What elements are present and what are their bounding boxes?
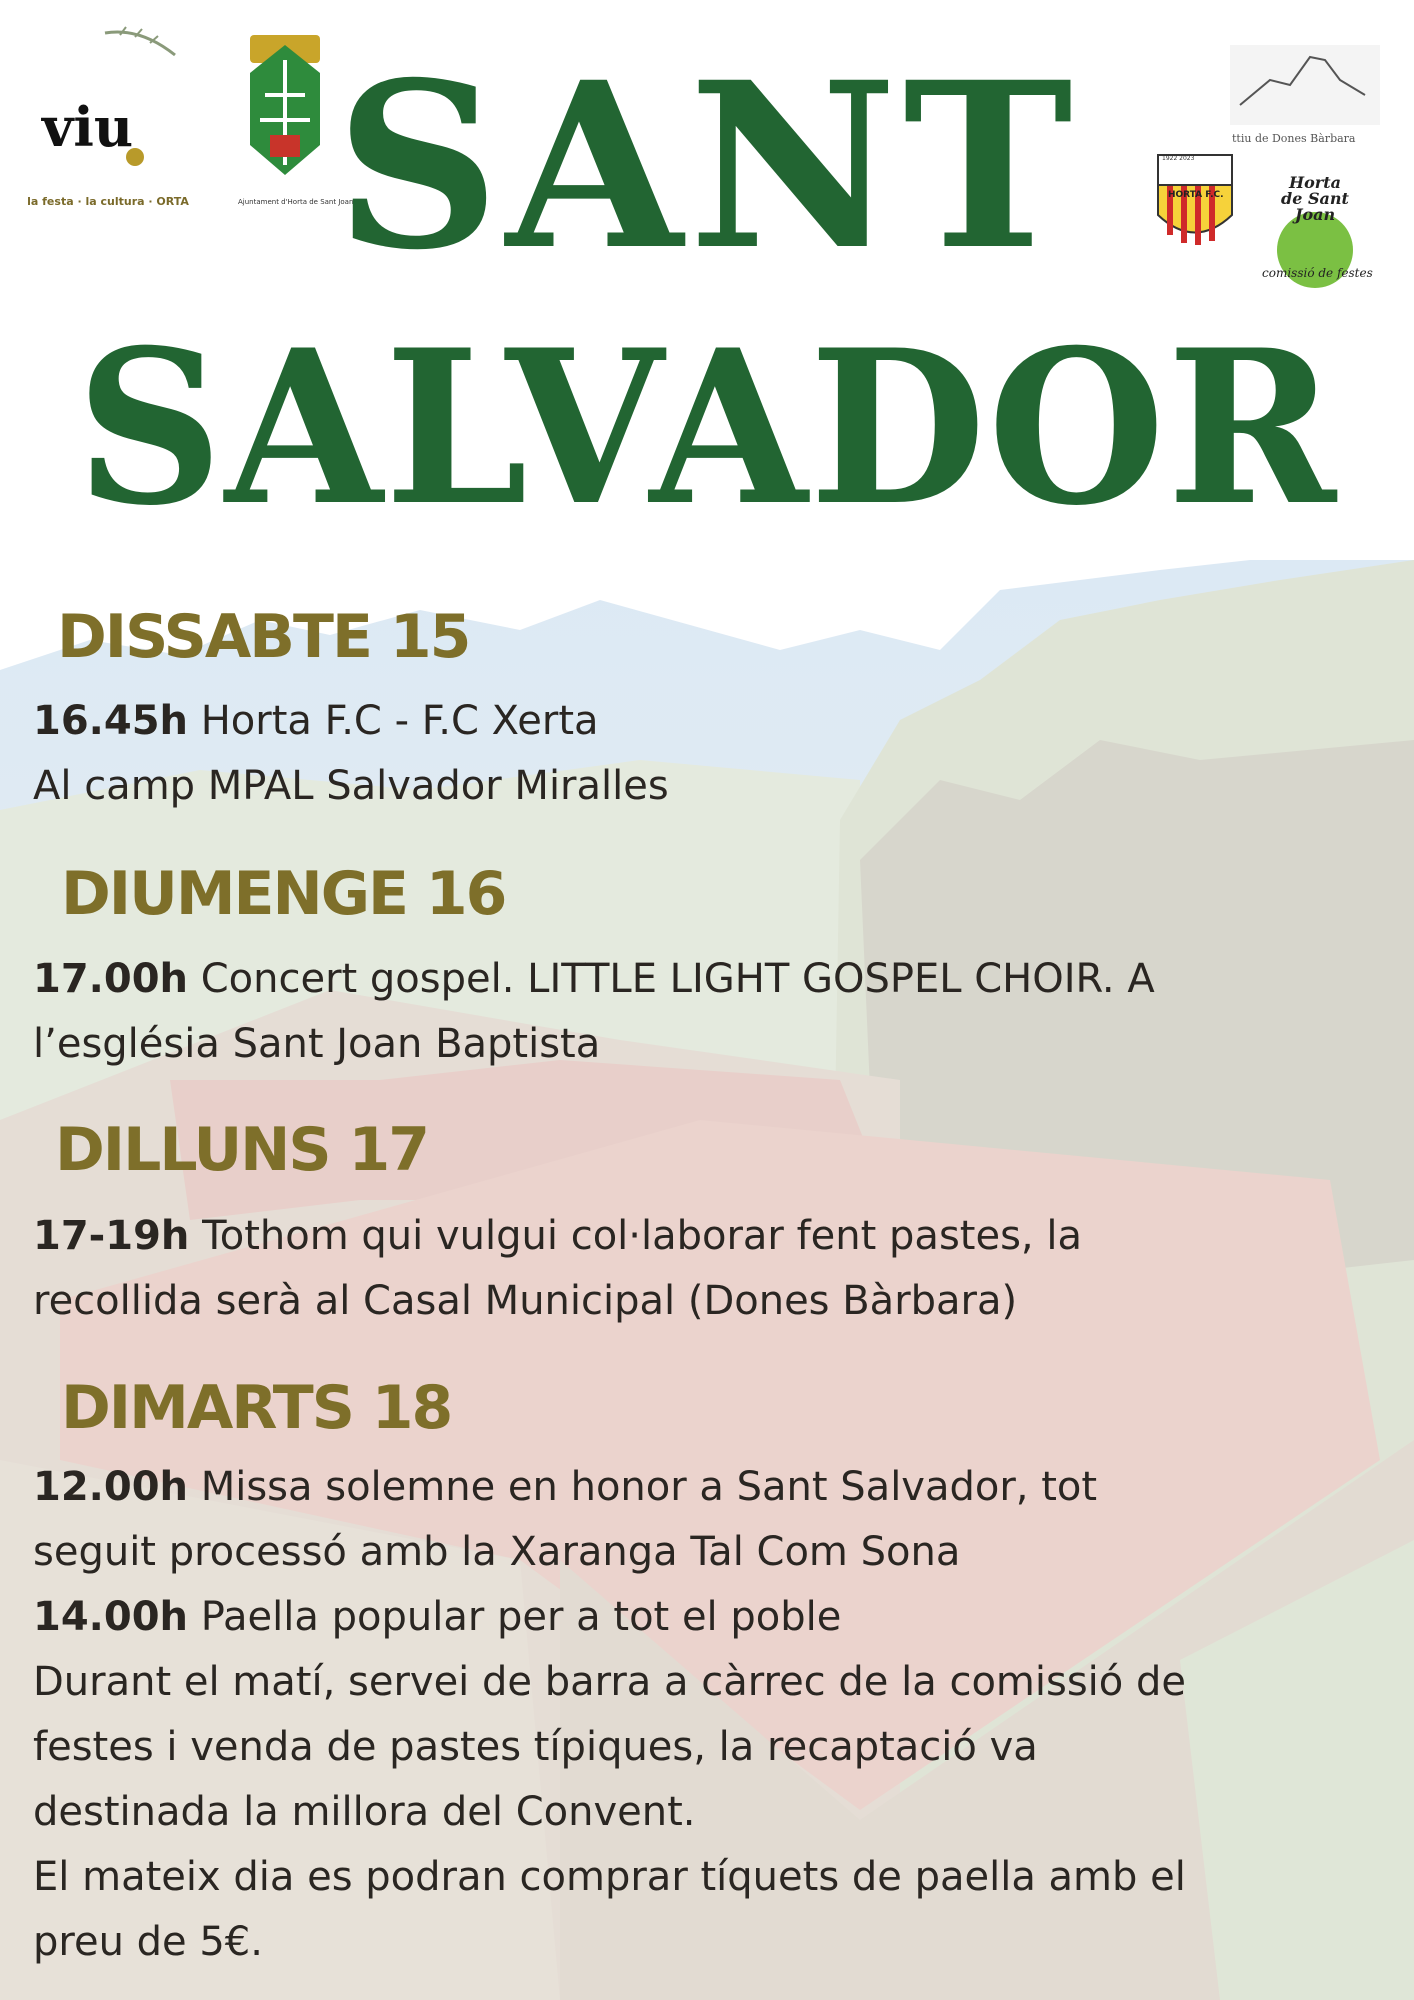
event-line	[33, 1918, 263, 1966]
event-text: Durant el matí, servei de barra a càrrec de la comissió de	[33, 1659, 1186, 1705]
event-text: festes i venda de pastes típiques, la recaptació va	[33, 1724, 1038, 1770]
title-salvador: SALVADOR	[75, 303, 1339, 552]
event-text: preu de 5€.	[33, 1919, 263, 1965]
event-line	[33, 1853, 1186, 1901]
event-text: Concert gospel. LITTLE LIGHT GOSPEL CHOIR. A	[188, 956, 1155, 1002]
event-line	[33, 762, 669, 810]
event-line	[33, 1277, 1017, 1325]
event-time: 12.00h	[33, 1464, 188, 1510]
event-line	[33, 1212, 1082, 1260]
day-heading: DIMARTS 18	[61, 1373, 452, 1443]
event-line	[33, 1020, 600, 1068]
event-text: Missa solemne en honor a Sant Salvador, tot	[188, 1464, 1098, 1510]
dones-barbara-caption: ttiu de Dones Bàrbara	[1232, 132, 1356, 145]
event-text: Paella popular per a tot el poble	[188, 1594, 842, 1640]
event-text: seguit processó amb la Xaranga Tal Com Sona	[33, 1529, 961, 1575]
event-text: Tothom qui vulgui col·laborar fent pastes, la	[189, 1213, 1082, 1259]
event-line	[33, 1788, 696, 1836]
event-line	[33, 697, 599, 745]
event-text: recollida serà al Casal Municipal (Dones Bàrbara)	[33, 1278, 1018, 1324]
event-time: 17-19h	[33, 1213, 190, 1259]
event-text: El mateix dia es podran comprar tíquets de paella amb el	[33, 1854, 1186, 1900]
event-time: 16.45h	[33, 698, 188, 744]
event-line	[33, 1528, 960, 1576]
comissio-label: comissió de festes	[1262, 266, 1373, 280]
event-text: l’església Sant Joan Baptista	[33, 1021, 601, 1067]
event-line	[33, 1723, 1038, 1771]
event-text: Horta F.C - F.C Xerta	[188, 698, 599, 744]
viu-logo-ring-text: la festa · la cultura · ORTA	[27, 195, 189, 208]
event-line	[33, 1593, 841, 1641]
event-text: Al camp MPAL Salvador Miralles	[33, 763, 669, 809]
event-line	[33, 1463, 1097, 1511]
comissio-name: Horta de Sant Joan	[1281, 173, 1349, 224]
horta-fc-years: 1922 2023	[1162, 155, 1195, 162]
ajuntament-caption: Ajuntament d'Horta de Sant Joan	[238, 198, 354, 206]
horta-fc-label: HORTA F.C.	[1168, 190, 1224, 200]
event-time: 17.00h	[33, 956, 188, 1002]
viu-logo-word: viu	[42, 95, 134, 159]
event-line	[33, 955, 1155, 1003]
day-heading: DIUMENGE 16	[61, 859, 506, 929]
title-sant: SANT	[335, 32, 1079, 300]
event-time: 14.00h	[33, 1594, 188, 1640]
event-line	[33, 1658, 1186, 1706]
day-heading: DILLUNS 17	[55, 1115, 428, 1185]
day-heading: DISSABTE 15	[57, 602, 470, 672]
event-text: destinada la millora del Convent.	[33, 1789, 696, 1835]
